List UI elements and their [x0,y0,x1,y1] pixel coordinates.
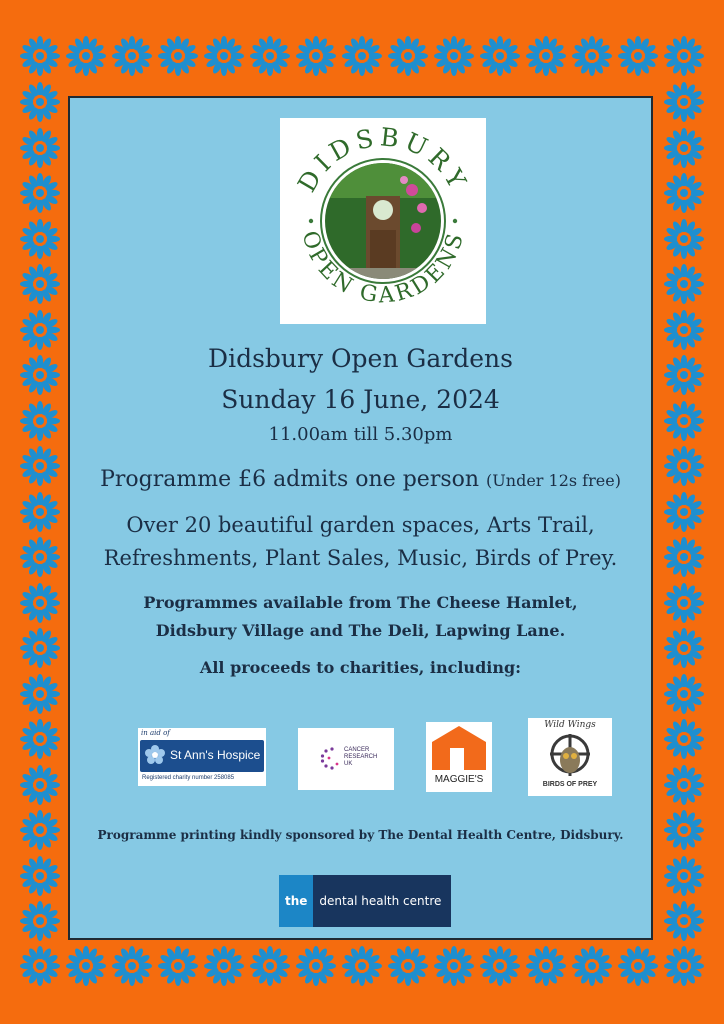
flower-icon [664,264,704,304]
flower-icon [664,856,704,896]
flower-icon [20,128,60,168]
cruk-line-1: CANCER [344,747,370,753]
maggies-logo [426,722,492,792]
flower-icon [296,946,336,986]
flower-icon [112,946,152,986]
features-line-2: Refreshments, Plant Sales, Music, Birds of Prey. [103,546,618,570]
flower-icon [20,264,60,304]
flower-icon [112,36,152,76]
flower-icon [388,946,428,986]
flower-icon [20,219,60,259]
flower-icon [20,355,60,395]
flower-icon [664,128,704,168]
availability-line-2: Didsbury Village and The Deli, Lapwing Lane. [155,621,566,640]
flower-icon [664,219,704,259]
st-ann-name: St Ann's Hospice [170,748,261,762]
hospice-flower-icon [144,744,166,766]
flower-icon [664,36,704,76]
flower-icon [526,946,566,986]
flower-icon [388,36,428,76]
flower-icon [664,901,704,941]
programme-price [70,467,651,492]
flower-icon [664,401,704,441]
owl-emblem-icon [548,732,592,778]
programme-price-main: Programme £6 admits one person [100,467,480,492]
flower-icon [664,719,704,759]
event-time: 11.00am till 5.30pm [268,424,453,445]
event-title: Didsbury Open Gardens [208,344,513,373]
dhc-the-text: the [279,875,313,927]
st-ann-aid-text: in aid of [141,729,170,737]
flower-icon [250,946,290,986]
flower-icon [20,719,60,759]
flower-icon [618,946,658,986]
flower-icon [250,36,290,76]
poster-panel [68,96,653,940]
flower-icon [20,537,60,577]
flower-icon [20,492,60,532]
flower-icon [572,946,612,986]
flower-icon [618,36,658,76]
flower-icon [20,901,60,941]
flower-icon [20,401,60,441]
cancer-research-uk-logo [298,728,394,790]
flower-icon [572,36,612,76]
flower-icon [20,765,60,805]
dental-health-centre-logo [279,875,451,927]
cruk-dots-icon [320,746,342,770]
flower-icon [480,946,520,986]
birds-of-prey-logo [528,718,612,796]
flower-icon [204,36,244,76]
cruk-line-3: UK [344,761,353,767]
svg-text:DIDSBURY: DIDSBURY [292,122,475,198]
flower-icon [296,36,336,76]
flower-icon [204,946,244,986]
availability-line-1: Programmes available from The Cheese Hamlet, [143,593,578,612]
flower-icon [158,946,198,986]
flower-icon [664,82,704,122]
flower-icon [66,36,106,76]
programme-price-note: (Under 12s free) [486,471,621,490]
flower-icon [526,36,566,76]
flower-icon [20,946,60,986]
birds-top-text: Wild Wings [544,720,596,730]
flower-icon [664,946,704,986]
maggies-house-icon [428,724,490,772]
maggies-text: MAGGIE'S [434,774,484,785]
features-line-1: Over 20 beautiful garden spaces, Arts Trail, [126,513,595,537]
flower-icon [480,36,520,76]
flower-icon [664,537,704,577]
didsbury-open-gardens-logo [280,118,486,324]
flower-icon [664,674,704,714]
st-ann-registration: Registered charity number 258085 [142,775,235,781]
svg-text:OPEN GARDENS: OPEN GARDENS [296,228,470,309]
flower-icon [664,765,704,805]
flower-icon [20,36,60,76]
flower-icon [434,946,474,986]
flower-icon [664,355,704,395]
flower-icon [20,173,60,213]
dhc-name-text: dental health centre [319,894,442,908]
flower-icon [664,628,704,668]
flower-icon [664,173,704,213]
flower-icon [342,36,382,76]
st-anns-hospice-logo [138,728,266,786]
flower-icon [342,946,382,986]
flower-icon [20,583,60,623]
flower-icon [20,628,60,668]
flower-icon [664,492,704,532]
flower-icon [664,810,704,850]
proceeds-line: All proceeds to charities, including: [199,658,522,677]
flower-icon [20,310,60,350]
flower-icon [20,82,60,122]
flower-icon [20,446,60,486]
sponsor-text: Programme printing kindly sponsored by The Dental Health Centre, Didsbury. [97,828,624,842]
flower-icon [20,856,60,896]
flower-icon [664,446,704,486]
flower-icon [20,674,60,714]
cruk-line-2: RESEARCH [344,754,378,760]
flower-icon [664,310,704,350]
flower-icon [158,36,198,76]
flower-icon [66,946,106,986]
birds-bottom-text: BIRDS OF PREY [542,781,598,788]
event-date: Sunday 16 June, 2024 [221,385,500,414]
flower-icon [664,583,704,623]
flower-icon [434,36,474,76]
flower-icon [20,810,60,850]
